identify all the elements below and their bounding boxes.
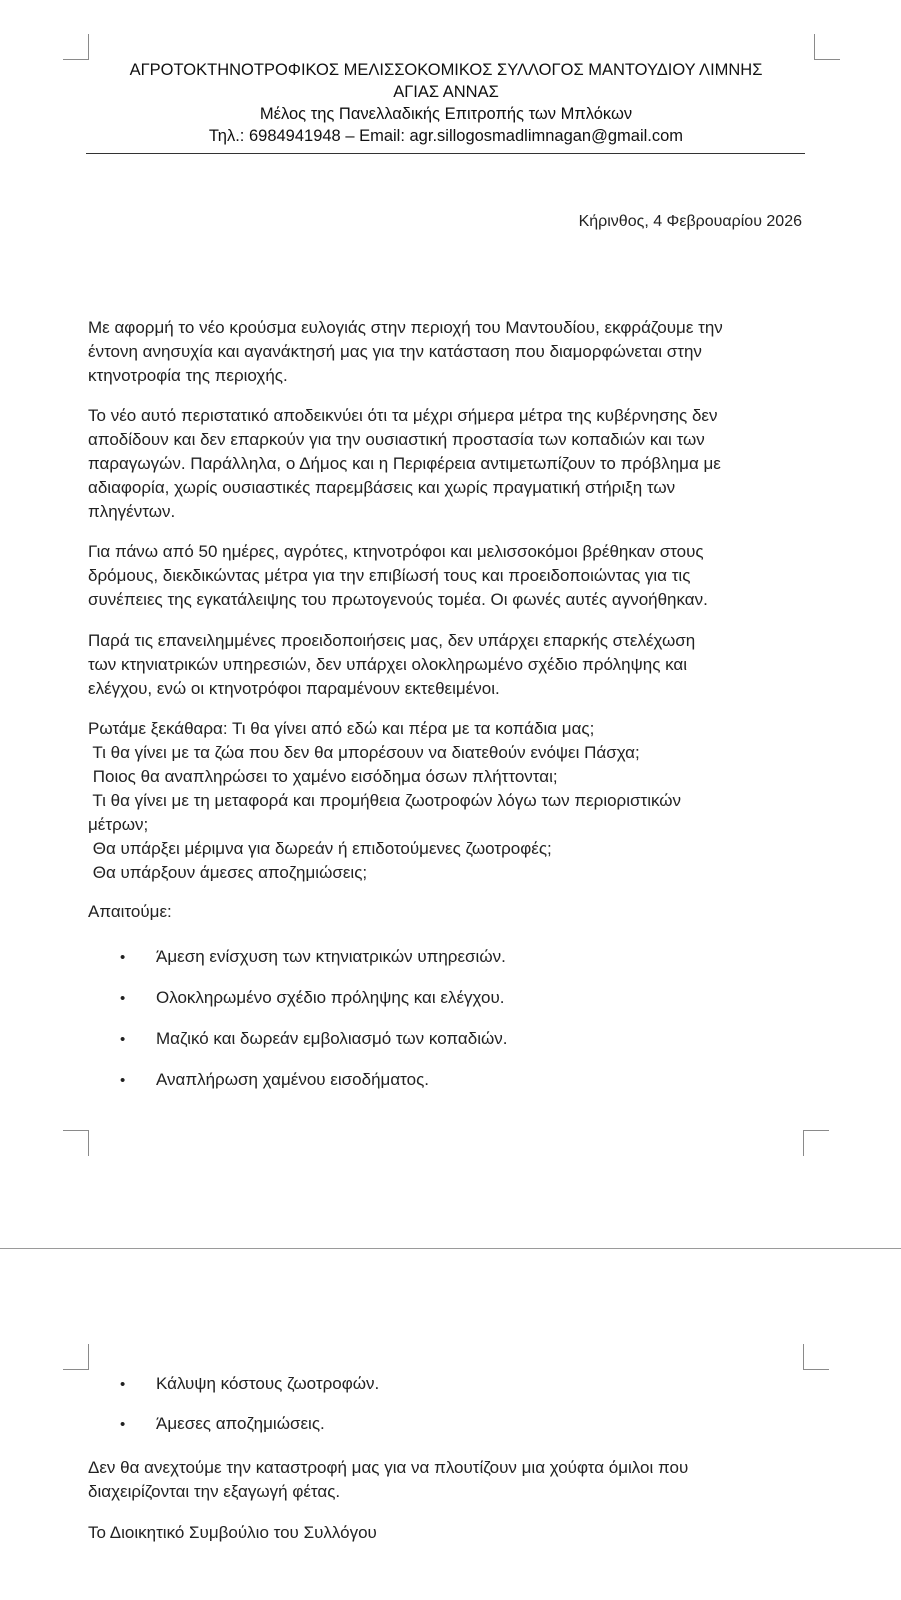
text-line: Θα υπάρξουν άμεσες αποζημιώσεις; — [88, 863, 368, 882]
text-line: Με αφορμή το νέο κρούσμα ευλογιάς στην περιοχή του Μαντουδίου, εκφράζουμε την — [88, 318, 723, 337]
text-line: αδιαφορία, χωρίς ουσιαστικές παρεμβάσεις και χωρίς πραγματική στήριξη των — [88, 478, 676, 497]
text-line: Ρωτάμε ξεκάθαρα: Τι θα γίνει από εδώ και πέρα με τα κοπάδια μας; — [88, 719, 595, 738]
list-item — [120, 986, 504, 1011]
text-line: Τι θα γίνει με τα ζώα που δεν θα μπορέσουν να διατεθούν ενόψει Πάσχα; — [88, 743, 640, 762]
page-margin-corner-bottom-right — [803, 1130, 829, 1156]
list-item-text: Ολοκληρωμένο σχέδιο πρόληψης και ελέγχου. — [156, 988, 505, 1007]
list-item — [120, 1372, 379, 1397]
letter-date: Κήρινθος, 4 Φεβρουαρίου 2026 — [578, 213, 802, 230]
list-item-text: Κάλυψη κόστους ζωοτροφών. — [156, 1374, 380, 1393]
bullet-icon: • — [120, 949, 126, 966]
list-item — [120, 945, 506, 970]
text-line: Θα υπάρξει μέριμνα για δωρεάν ή επιδοτούμενες ζωοτροφές; — [88, 839, 552, 858]
text-line: ελέγχου, ενώ οι κτηνοτρόφοι παραμένουν εκτεθειμένοι. — [88, 679, 500, 698]
bullet-icon: • — [120, 1376, 126, 1393]
bullet-icon: • — [120, 1416, 126, 1433]
page-break — [0, 1248, 901, 1249]
list-item — [120, 1068, 429, 1093]
document-page-2 — [0, 1250, 901, 1600]
letterhead — [86, 59, 806, 147]
page-margin-corner-top-left — [63, 34, 89, 60]
letterhead-membership: Μέλος της Πανελλαδικής Επιτροπής των Μπλόκων — [259, 105, 633, 123]
text-line: Το νέο αυτό περιστατικό αποδεικνύει ότι τα μέχρι σήμερα μέτρα της κυβέρνησης δεν — [88, 406, 718, 425]
closing-paragraph — [88, 1456, 808, 1504]
paragraph-2 — [88, 404, 808, 524]
bullet-icon: • — [120, 1031, 126, 1048]
page-margin-corner-bottom-left — [63, 1130, 89, 1156]
text-line: Δεν θα ανεχτούμε την καταστροφή μας για να πλουτίζουν μια χούφτα όμιλοι που — [88, 1458, 689, 1477]
text-line: κτηνοτροφία της περιοχής. — [88, 366, 288, 385]
text-line: Ποιος θα αναπληρώσει το χαμένο εισόδημα όσων πλήττονται; — [88, 767, 558, 786]
list-item-text: Μαζικό και δωρεάν εμβολιασμό των κοπαδιών. — [156, 1029, 508, 1048]
list-item-text: Αναπλήρωση χαμένου εισοδήματος. — [156, 1070, 429, 1089]
demands-intro: Απαιτούμε: — [88, 902, 172, 921]
text-line: δρόμους, διεκδικώντας μέτρα για την επιβίωσή τους και προειδοποιώντας για τις — [88, 566, 691, 585]
text-line: Για πάνω από 50 ημέρες, αγρότες, κτηνοτρόφοι και μελισσοκόμοι βρέθηκαν στους — [88, 542, 704, 561]
text-line: συνέπειες της εγκατάλειψης του πρωτογενούς τομέα. Οι φωνές αυτές αγνοήθηκαν. — [88, 590, 708, 609]
text-line: Τι θα γίνει με τη μεταφορά και προμήθεια ζωοτροφών λόγω των περιοριστικών — [88, 791, 682, 810]
paragraph-1 — [88, 316, 808, 388]
text-line: πληγέντων. — [88, 502, 176, 521]
bullet-icon: • — [120, 1072, 126, 1089]
letterhead-association-name-cont: ΑΓΙΑΣ ΑΝΝΑΣ — [393, 83, 499, 101]
list-item-text: Άμεση ενίσχυση των κτηνιατρικών υπηρεσιών. — [156, 947, 506, 966]
list-item — [120, 1027, 507, 1052]
text-line: Παρά τις επανειλημμένες προειδοποιήσεις μας, δεν υπάρχει επαρκής στελέχωση — [88, 631, 696, 650]
page-margin-corner-top-right — [814, 34, 840, 60]
text-line: αποδίδουν και δεν επαρκούν για την ουσιαστική προστασία των κοπαδιών και των — [88, 430, 705, 449]
text-line: παραγωγών. Παράλληλα, ο Δήμος και η Περιφέρεια αντιμετωπίζουν το πρόβλημα με — [88, 454, 721, 473]
list-item-text: Άμεσες αποζημιώσεις. — [156, 1414, 325, 1433]
page-margin-corner-top-left — [63, 1344, 89, 1370]
list-item — [120, 1412, 325, 1437]
text-line: μέτρων; — [88, 815, 149, 834]
paragraph-4 — [88, 629, 808, 701]
bullet-icon: • — [120, 990, 126, 1007]
paragraph-questions — [88, 717, 808, 885]
text-line: έντονη ανησυχία και αγανάκτησή μας για την κατάσταση που διαμορφώνεται στην — [88, 342, 702, 361]
letterhead-divider — [86, 153, 805, 154]
signature: Το Διοικητικό Συμβούλιο του Συλλόγου — [88, 1523, 377, 1542]
letterhead-association-name: ΑΓΡΟΤΟΚΤΗΝΟΤΡΟΦΙΚΟΣ ΜΕΛΙΣΣΟΚΟΜΙΚΟΣ ΣΥΛΛΟΓΟΣ ΜΑΝΤΟΥΔΙΟΥ ΛΙΜΝΗΣ — [129, 61, 763, 79]
letterhead-contact: Τηλ.: 6984941948 – Email: agr.sillogosmadlimnagan@gmail.com — [208, 127, 684, 145]
paragraph-3 — [88, 540, 808, 612]
page-margin-corner-top-right — [803, 1344, 829, 1370]
text-line: διαχειρίζονται την εξαγωγή φέτας. — [88, 1482, 341, 1501]
text-line: των κτηνιατρικών υπηρεσιών, δεν υπάρχει ολοκληρωμένο σχέδιο πρόληψης και — [88, 655, 688, 674]
